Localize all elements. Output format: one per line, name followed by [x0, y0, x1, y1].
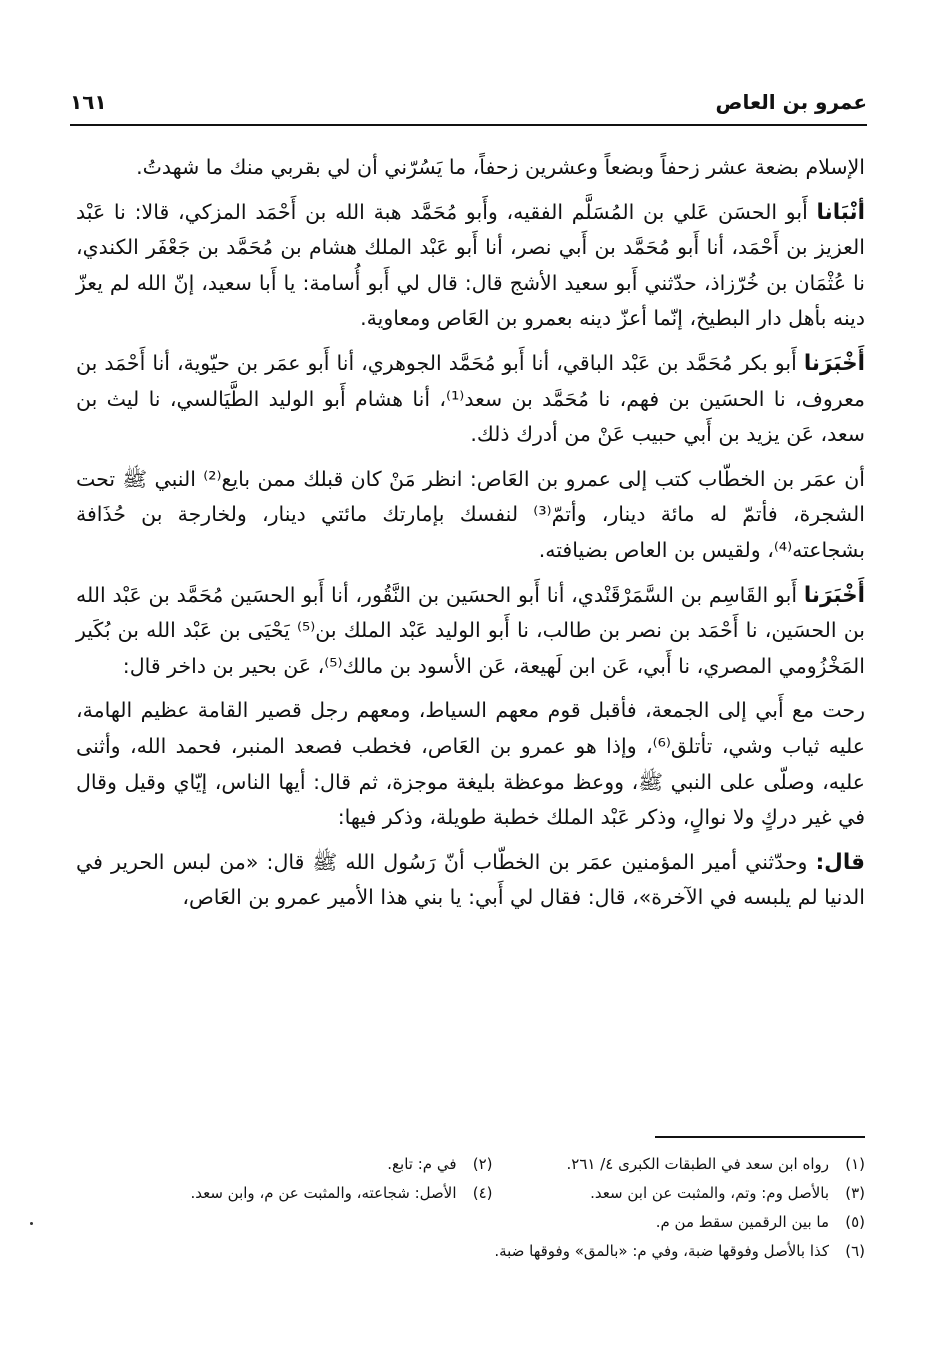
scan-speck: [30, 1222, 33, 1225]
footnote: [493, 1150, 866, 1179]
footnote-number: (٦): [845, 1242, 865, 1260]
main-text: [76, 150, 865, 925]
footnote-row: [120, 1150, 865, 1179]
footnote: [493, 1179, 866, 1208]
paragraph-text: الإسلام بضعة عشر زحفاً وبضعاً وعشرين زحفاً، ما يَسُرّني أن لي بقربي منك ما شهدتُ.: [136, 155, 865, 179]
paragraph-lead: أَخْبَرَنا: [803, 350, 865, 376]
paragraph: [76, 578, 865, 685]
page-number: ١٦١: [70, 90, 107, 114]
paragraph-text: أَبو القَاسِم بن السَّمَرْقَنْدي، أنا أَبو الحسَين بن النَّقُور، أنا أَبو الحسَين مُحَمَّد بن عَبْد الله بن الحسَين، نا أَحْمَد بن نصر بن طالب، نا أَبو الوليد عَبْد الملك بن⁽⁵⁾ يَحْيَى بن عَبْد الله بن بُكَير المَخْزُومي المصري، نا أَبي، عَن ابن لَهيعة، عَن الأسود بن مالك⁽⁵⁾، عَن بحير بن داخر قال:: [76, 582, 866, 678]
footnote-number: (٤): [472, 1184, 493, 1202]
footnote-text: بالأصل وم: وتم، والمثبت عن ابن سعد.: [590, 1184, 829, 1202]
footnote-text: كذا بالأصل وفوقها ضبة، وفي م: «بالمق» وفوقها ضبة.: [494, 1242, 829, 1260]
paragraph-text: أن عمَر بن الخطّاب كتب إلى عمرو بن العَاص: انظر مَنْ كان قبلك ممن بايع⁽²⁾ النبي ﷺ تحت الشجرة، فأتمّ له مائة دينار، وأتمّ⁽³⁾ لنفسك بإمارتك مائتي دينار، ولخارجة بن حُذَافة بشجاعته⁽⁴⁾، ولقيس بن العاص بضيافته.: [76, 466, 866, 562]
footnote-number: (٣): [845, 1184, 865, 1202]
running-title: عمرو بن العاص: [715, 90, 867, 114]
footnote: [120, 1208, 865, 1237]
paragraph-text: رحت مع أَبي إلى الجمعة، فأقبل قوم معهم السياط، ومعهم رجل قصير القامة عظيم الهامة، عليه ثياب وشي، تأتلق⁽⁶⁾، وإذا هو عمرو بن العَاص، فخطب فصعد المنبر، فحمد الله، وأثنى عليه، وصلّى على النبي ﷺ، ووعظ موعظة بليغة موجزة، ثم قال: أيها الناس، إيّاي وقيل وقال في غير دركٍ ولا نوالٍ، وذكر عَبْد الملك خطبة طويلة، وذكر فيها:: [76, 698, 865, 830]
footnote: [120, 1179, 493, 1208]
paragraph: [76, 195, 865, 337]
paragraph: [76, 693, 865, 835]
paragraph-text: أَبو الحسَن عَلي بن المُسَلَّم الفقيه، وأَبو مُحَمَّد هبة الله بن أَحْمَد المزكي، قالا: نا عَبْد العزيز بن أَحْمَد، أنا أَبو مُحَمَّد بن أَبي نصر، أنا أَبو عَبْد الملك هشام بن مُحَمَّد بن جَعْفَر الكندي، نا عُثْمَان بن خُرّزاذ، حدّثني أَبو سعيد الأشج قال: قال لي أَبو أُسامة: يا أَبا سعيد، إنّ الله لم يعزّ دينه بأهل دار البطيخ، إنّما أعزّ دينه بعمرو بن العَاص ومعاوية.: [76, 199, 865, 331]
footnote-row: [120, 1208, 865, 1237]
footnote-number: (١): [845, 1155, 865, 1173]
footnote-text: في م: تابع.: [387, 1155, 457, 1173]
footnote-row: [120, 1179, 865, 1208]
paragraph: [76, 346, 865, 453]
footnote: [120, 1237, 865, 1266]
paragraph: [76, 150, 865, 186]
footnote-row: [120, 1237, 865, 1266]
footnote: [120, 1150, 493, 1179]
footnote-divider: [655, 1136, 865, 1138]
paragraph-text: أَبو بكر مُحَمَّد بن عَبْد الباقي، أنا أَبو مُحَمَّد الجوهري، أنا أَبو عمَر بن حيّوية، أنا أَحْمَد بن معروف، نا الحسَين بن فهم، نا مُحَمَّد بن سعد⁽¹⁾، أنا هشام أَبو الوليد الطَّيَالسي، نا ليث بن سعد، عَن يزيد بن أَبي حبيب عَنْ من أدرك ذلك.: [76, 350, 865, 447]
paragraph: [76, 462, 865, 569]
footnote-number: (٢): [472, 1155, 493, 1173]
page-header: [70, 88, 867, 126]
paragraph-lead: أنْبَانا: [816, 199, 865, 225]
paragraph-text: وحدّثني أمير المؤمنين عمَر بن الخطّاب أنّ رَسُول الله ﷺ قال: «من لبس الحرير في الدنيا لم يلبسه في الآخرة»، قال: فقال لي أَبي: يا بني هذا الأمير عمرو بن العَاص،: [76, 849, 865, 910]
paragraph-lead: قال:: [815, 849, 865, 875]
paragraph: [76, 845, 865, 916]
footnote-text: ما بين الرقمين سقط من م.: [655, 1213, 829, 1231]
footnote-text: الأصل: شجاعته، والمثبت عن م، وابن سعد.: [190, 1184, 457, 1202]
footnote-text: رواه ابن سعد في الطبقات الكبرى ٤/ ٢٦١.: [566, 1155, 829, 1173]
footnote-number: (٥): [845, 1213, 865, 1231]
paragraph-lead: أَخْبَرَنا: [803, 582, 865, 608]
footnotes: [120, 1150, 865, 1266]
